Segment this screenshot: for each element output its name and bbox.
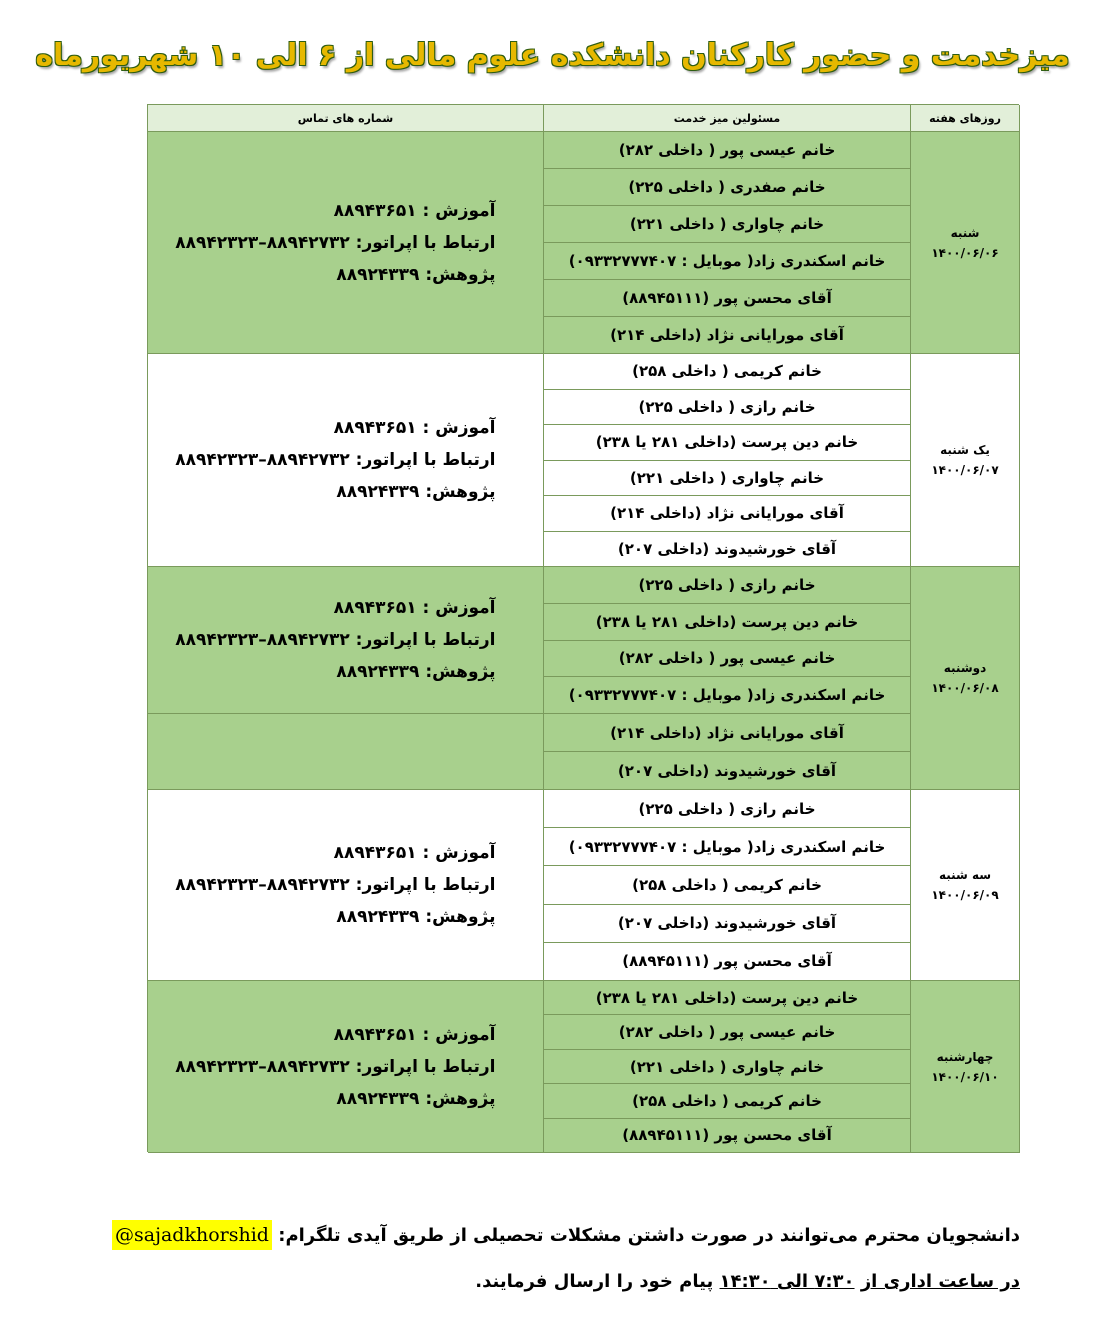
- day-date: ۱۴۰۰/۰۶/۱۰: [931, 1069, 999, 1084]
- staff-item: آقای محسن پور (۸۸۹۴۵۱۱۱): [622, 1126, 832, 1145]
- contacts-cell-saturday: [148, 132, 544, 354]
- day-name: سه شنبه: [938, 868, 992, 882]
- day-name: یک شنبه: [940, 443, 990, 457]
- staff-item: خانم صفدری ( داخلی ۲۲۵): [544, 169, 910, 206]
- staff-item: خانم اسکندری زاد( موبایل : ۰۹۳۳۲۷۷۷۴۰۷): [568, 686, 886, 705]
- staff-item: آقای خورشیدوند (داخلی ۲۰۷): [617, 761, 837, 780]
- staff-item: خانم چاواری ( داخلی ۲۲۱): [544, 206, 910, 243]
- staff-item: خانم عیسی پور ( داخلی ۲۸۲): [544, 641, 910, 678]
- staff-item: آقای مورایانی نژاد (داخلی ۲۱۴): [544, 496, 910, 532]
- contact-education: آموزش : ۸۸۹۴۳۶۵۱: [333, 200, 496, 221]
- staff-item: آقای خورشیدوند (داخلی ۲۰۷): [544, 905, 910, 943]
- staff-cell-monday-extra: [544, 714, 911, 790]
- staff-item: خانم اسکندری زاد( موبایل : ۰۹۳۳۲۷۷۷۴۰۷): [544, 828, 910, 866]
- staff-cell-tuesday: [544, 790, 911, 981]
- notice-hours-prefix: در ساعت اداری از: [860, 1271, 1020, 1292]
- contact-research: پژوهش: ۸۸۹۲۴۳۳۹: [336, 1088, 496, 1109]
- notice-hours: ۷:۳۰ الی ۱۴:۳۰: [719, 1271, 855, 1292]
- day-date: ۱۴۰۰/۰۶/۰۹: [931, 888, 999, 902]
- notice-line-2: [60, 1259, 1020, 1305]
- staff-cell-saturday: [544, 132, 911, 354]
- staff-item: آقای مورایانی نژاد (داخلی ۲۱۴): [544, 714, 910, 752]
- contact-research: پژوهش: ۸۸۹۲۴۳۳۹: [336, 662, 496, 682]
- staff-item: خانم دین پرست (داخلی ۲۸۱ یا ۲۳۸): [544, 981, 910, 1015]
- contact-operator: ارتباط با اپراتور: ۸۸۹۴۲۷۳۲–۸۸۹۴۲۳۲۳: [175, 630, 496, 650]
- header-weekdays: روزهای هفته: [911, 105, 1020, 132]
- staff-item: خانم کریمی ( داخلی ۲۵۸): [544, 866, 910, 904]
- day-date: ۱۴۰۰/۰۶/۰۸: [931, 681, 999, 695]
- staff-item: خانم رازی ( داخلی ۲۲۵): [544, 790, 910, 828]
- day-cell-sunday: [911, 354, 1020, 567]
- staff-item: خانم کریمی ( داخلی ۲۵۸): [544, 354, 910, 390]
- staff-item: خانم چاواری ( داخلی ۲۲۱): [544, 1050, 910, 1084]
- contact-research: پژوهش: ۸۸۹۲۴۳۳۹: [336, 482, 496, 502]
- staff-item: خانم عیسی پور ( داخلی ۲۸۲): [544, 1015, 910, 1049]
- day-date: ۱۴۰۰/۰۶/۰۷: [931, 463, 999, 477]
- contact-operator: ارتباط با اپراتور: ۸۸۹۴۲۷۳۲–۸۸۹۴۲۳۲۳: [175, 1056, 496, 1077]
- staff-cell-monday: [544, 567, 911, 714]
- contact-operator: ارتباط با اپراتور: ۸۸۹۴۲۷۳۲–۸۸۹۴۲۳۲۳: [175, 450, 496, 470]
- contacts-cell-tuesday: [148, 790, 544, 981]
- day-cell-tuesday: [911, 790, 1020, 981]
- notice-text: دانشجویان محترم می‌توانند در صورت داشتن مشکلات تحصیلی از طریق آیدی تلگرام:: [278, 1225, 1020, 1246]
- staff-item: خانم عیسی پور ( داخلی ۲۸۲): [544, 132, 910, 169]
- day-date: ۱۴۰۰/۰۶/۰۶: [931, 245, 999, 260]
- staff-cell-wednesday: [544, 981, 911, 1153]
- staff-cell-sunday: [544, 354, 911, 567]
- staff-item: آقای محسن پور (۸۸۹۴۵۱۱۱): [622, 952, 832, 971]
- contact-research: پژوهش: ۸۸۹۲۴۳۳۹: [336, 907, 496, 927]
- day-cell-saturday: [911, 132, 1020, 354]
- header-contacts: شماره های تماس: [148, 105, 544, 132]
- staff-item: آقای محسن پور (۸۸۹۴۵۱۱۱): [544, 280, 910, 317]
- student-notice: [60, 1212, 1020, 1305]
- day-cell-wednesday: [911, 981, 1020, 1153]
- contact-operator: ارتباط با اپراتور: ۸۸۹۴۲۷۳۲–۸۸۹۴۲۳۲۳: [175, 875, 496, 895]
- page-title: میزخدمت و حضور کارکنان دانشکده علوم مالی از ۶ الی ۱۰ شهریورماه: [35, 38, 1070, 73]
- telegram-id-link[interactable]: @sajadkhorshid: [112, 1220, 272, 1250]
- schedule-table: [147, 104, 1019, 1152]
- contact-research: پژوهش: ۸۸۹۲۴۳۳۹: [336, 264, 496, 285]
- staff-item: خانم اسکندری زاد( موبایل : ۰۹۳۳۲۷۷۷۴۰۷): [544, 243, 910, 280]
- staff-item: آقای خورشیدوند (داخلی ۲۰۷): [617, 539, 837, 558]
- notice-hours-suffix: پیام خود را ارسال فرمایند.: [475, 1271, 714, 1292]
- contact-operator: ارتباط با اپراتور: ۸۸۹۴۲۷۳۲–۸۸۹۴۲۳۲۳: [175, 232, 496, 253]
- staff-item: آقای مورایانی نژاد (داخلی ۲۱۴): [610, 326, 844, 344]
- contacts-cell-monday: [148, 567, 544, 714]
- contacts-cell-wednesday: [148, 981, 544, 1153]
- day-name: دوشنبه: [943, 661, 987, 675]
- day-name: شنبه: [950, 225, 980, 240]
- contact-education: آموزش : ۸۸۹۴۳۶۵۱: [333, 843, 496, 863]
- staff-item: خانم رازی ( داخلی ۲۲۵): [544, 567, 910, 604]
- notice-line-1: [60, 1212, 1020, 1259]
- header-responsibles: مسئولین میز خدمت: [544, 105, 911, 132]
- staff-item: خانم دین پرست (داخلی ۲۸۱ یا ۲۳۸): [544, 604, 910, 641]
- staff-item: خانم چاواری ( داخلی ۲۲۱): [544, 461, 910, 497]
- contact-education: آموزش : ۸۸۹۴۳۶۵۱: [333, 418, 496, 438]
- staff-item: خانم رازی ( داخلی ۲۲۵): [544, 390, 910, 426]
- staff-item: خانم کریمی ( داخلی ۲۵۸): [544, 1084, 910, 1118]
- staff-item: خانم دین پرست (داخلی ۲۸۱ یا ۲۳۸): [544, 425, 910, 461]
- contacts-cell-monday-extra: [148, 714, 544, 790]
- contact-education: آموزش : ۸۸۹۴۳۶۵۱: [333, 598, 496, 618]
- contact-education: آموزش : ۸۸۹۴۳۶۵۱: [333, 1024, 496, 1045]
- day-name: چهارشنبه: [936, 1049, 994, 1064]
- contacts-cell-sunday: [148, 354, 544, 567]
- day-cell-monday: [911, 567, 1020, 790]
